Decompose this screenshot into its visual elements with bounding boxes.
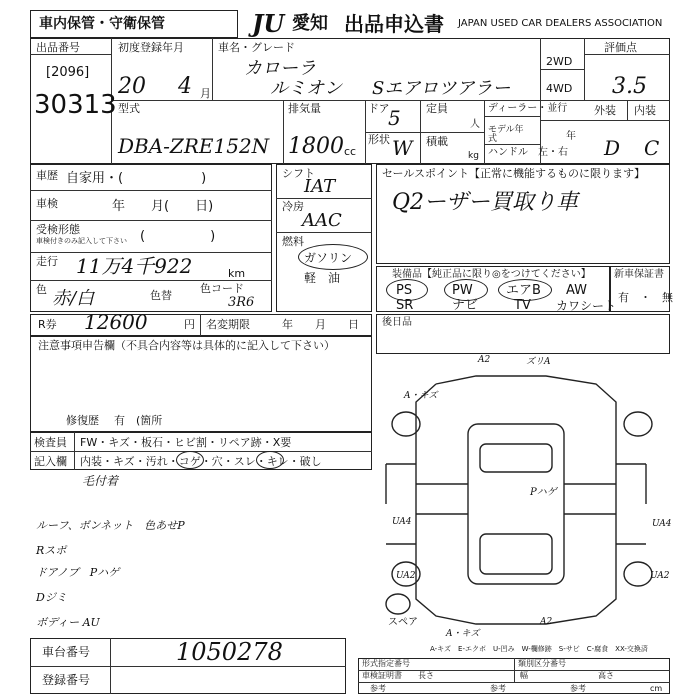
ps-circle (386, 279, 428, 301)
model-grade-line2: Sエアロツアラー (372, 78, 511, 99)
displacement-label: 排気量 (288, 102, 321, 115)
dealer-label: ディーラー・並行 (488, 103, 568, 114)
received-note: 車検付きのみ記入して下さい (36, 237, 127, 245)
exterior-label: 外装 (594, 104, 616, 117)
diagram-label-zuri: ズリA (526, 357, 551, 367)
association-name: JAPAN USED CAR DEALERS ASSOCIATION (458, 18, 663, 29)
pw-circle (444, 279, 488, 301)
spec-cm: cm (650, 684, 663, 693)
door-value: 5 (388, 106, 401, 130)
sales-point-label: セールスポイント【正常に機能するものに限ります】 (382, 167, 646, 180)
registration-year: 20 (118, 74, 146, 99)
mileage-label: 走行 (36, 255, 58, 268)
org-name: 愛知 (292, 13, 328, 34)
remark-3: ドアノブ Pハゲ (36, 566, 120, 579)
remark-4: Dジミ (36, 591, 67, 604)
interior-label: 内装 (634, 104, 656, 117)
warranty-yes-no: 有 ・ 無 (618, 291, 673, 304)
rating-label: 評価点 (604, 41, 637, 54)
capacity-unit: 人 (470, 119, 480, 130)
inspector-row1: FW・キズ・板石・ヒビ割・リペア跡・X要 (80, 436, 292, 449)
equip-sr: SR (396, 298, 414, 313)
fuel-gasoline: ガソリン (304, 251, 353, 265)
chassis-value: 1050278 (176, 638, 283, 666)
chassis-label: 車台番号 (42, 645, 91, 659)
model-year-unit: 年 (566, 131, 576, 142)
diagram-label-paint: Pハゲ (530, 487, 557, 498)
inspector-handwritten: 毛付着 (82, 474, 119, 488)
diagram-label-ua4-right: UA4 (652, 519, 672, 529)
lot-number-label: 出品番号 (36, 41, 80, 54)
storage-label-box (30, 10, 238, 38)
interior-grade: C (644, 136, 660, 160)
transfer-label: 名変期限 (206, 318, 250, 331)
displacement-unit: cc (344, 145, 357, 158)
warranty-label: 新車保証書 (614, 269, 664, 280)
diagram-label-scratch-top: A・キズ (404, 391, 438, 401)
sheet-title: 出品申込書 (344, 12, 444, 36)
equip-navi: ナビ (452, 298, 479, 313)
recycle-unit: 円 (184, 318, 195, 331)
mileage-unit: km (228, 267, 246, 280)
diagram-legend: A-キズ E-エクボ U-凹み W-欄修跡 S-サビ C-腐食 XX-交換済 (430, 645, 648, 653)
shift-label: シフト (282, 167, 315, 180)
model-grade-line1: ルミオン (270, 78, 342, 99)
mileage-value: 11万4千922 (76, 254, 193, 278)
reg-number-label: 登録番号 (42, 673, 91, 687)
equipment-label: 装備品【純正品に限り◎をつけてください】 (392, 269, 591, 280)
registration-label: 初度登録年月 (118, 41, 184, 54)
diagram-label-a2-bottom: A2 (540, 617, 553, 627)
equip-ps: PS (396, 283, 413, 298)
remark-2: Rスポ (36, 544, 67, 557)
model-code: DBA-ZRE152N (118, 134, 270, 158)
aircon-value: AAC (302, 210, 342, 231)
aircon-label: 冷房 (282, 200, 304, 213)
spec-ref2: 参考 (490, 684, 506, 693)
diagram-label-scratch-bottom: A・キズ (446, 629, 480, 639)
notes-label: 注意事項申告欄（不具合内容等は具体的に記入して下さい） (38, 339, 335, 352)
displacement-value: 1800 (288, 134, 344, 159)
spec-length: 長さ (418, 671, 434, 680)
color-code-label: 色コード (200, 282, 244, 295)
registration-month: 4 (178, 74, 192, 99)
shaken-value: 年 月( 日) (112, 199, 214, 214)
transfer-value: 年 月 日 (282, 318, 359, 331)
later-doc-label: 後日品 (382, 317, 412, 328)
fuel-light-oil: 軽 油 (304, 271, 341, 285)
recycle-value: 12600 (84, 310, 148, 334)
equip-tv: TV (514, 298, 531, 313)
repair-label: 修復歴 (66, 414, 99, 427)
remark-1: ルーフ、ボンネット 色あせP (36, 519, 185, 532)
spec-label2: 類別区分番号 (518, 659, 566, 668)
registration-month-unit: 月 (200, 87, 211, 100)
spec-ref1: 参考 (370, 684, 386, 693)
equip-airbag: エアB (506, 283, 541, 298)
diagram-label-ua2-left: UA2 (396, 571, 416, 581)
received-value: ( ) (140, 229, 216, 244)
color-label: 色 (36, 283, 47, 296)
gasoline-circle (298, 244, 368, 270)
equip-kawa-seat: カワシート (556, 299, 617, 313)
drive-4wd: 4WD (546, 82, 573, 95)
fuel-label: 燃料 (282, 235, 304, 248)
inspector-row2: 内装・キズ・汚れ・コゲ・穴・スレ・キレ・破し (80, 455, 322, 468)
spec-ref3: 参考 (570, 684, 586, 693)
repair-value: 有 (箇所 (114, 414, 163, 427)
spec-height: 高さ (598, 671, 614, 680)
history-label: 車歴 (36, 169, 58, 182)
shift-value: IAT (304, 176, 336, 197)
exterior-grade: D (604, 136, 621, 160)
equip-pw: PW (452, 283, 473, 298)
spec-label1: 形式指定番号 (362, 659, 410, 668)
recycle-label: R券 (38, 318, 57, 331)
color-code: 3R6 (228, 295, 255, 310)
diagram-label-ua2-right: UA2 (650, 571, 670, 581)
received-label: 受検形態 (36, 223, 80, 236)
model-name-label: 車名・グレード (218, 41, 295, 54)
door-label: ドア (368, 102, 390, 115)
later-doc-box (376, 314, 670, 354)
airbag-circle (498, 279, 552, 301)
shape-value: W (392, 136, 413, 160)
lot-sub-number: [2096] (46, 65, 90, 80)
diagram-label-a2-top: A2 (478, 355, 491, 365)
model-name: カローラ (244, 58, 316, 79)
diagram-label-spare: スペア (388, 617, 418, 628)
color-change-label: 色替 (150, 289, 172, 302)
inspector-label2: 記入欄 (34, 455, 67, 468)
diagram-label-ua4-left: UA4 (392, 517, 412, 527)
equip-aw: AW (566, 283, 588, 298)
inspector-label1: 検査員 (34, 436, 67, 449)
model-year-label: モデル年式 (488, 125, 524, 144)
scuff-circle (256, 451, 284, 469)
shaken-label: 車検 (36, 197, 58, 210)
load-label: 積載 (426, 135, 448, 148)
spec-label3: 車検証明書 (362, 671, 402, 680)
handle-label: ハンドル 左・右 (488, 147, 568, 158)
stain-circle (176, 451, 204, 469)
load-unit: kg (468, 151, 479, 161)
capacity-label: 定員 (426, 102, 448, 115)
lot-number: 30313 (34, 90, 117, 120)
model-code-label: 型式 (118, 102, 140, 115)
shape-label: 形状 (368, 133, 390, 146)
storage-label: 車内保管・守衛保管 (39, 16, 165, 32)
sales-point-value: Q2ーザー買取り車 (392, 190, 579, 215)
color-value: 赤/白 (52, 288, 95, 309)
spec-width: 幅 (520, 671, 528, 680)
history-value: 自家用・( ) (66, 171, 207, 186)
rating-score: 3.5 (612, 74, 647, 99)
remark-5: ボディー AU (36, 616, 100, 629)
ju-logo: JU (252, 9, 285, 38)
drive-2wd: 2WD (546, 55, 573, 68)
